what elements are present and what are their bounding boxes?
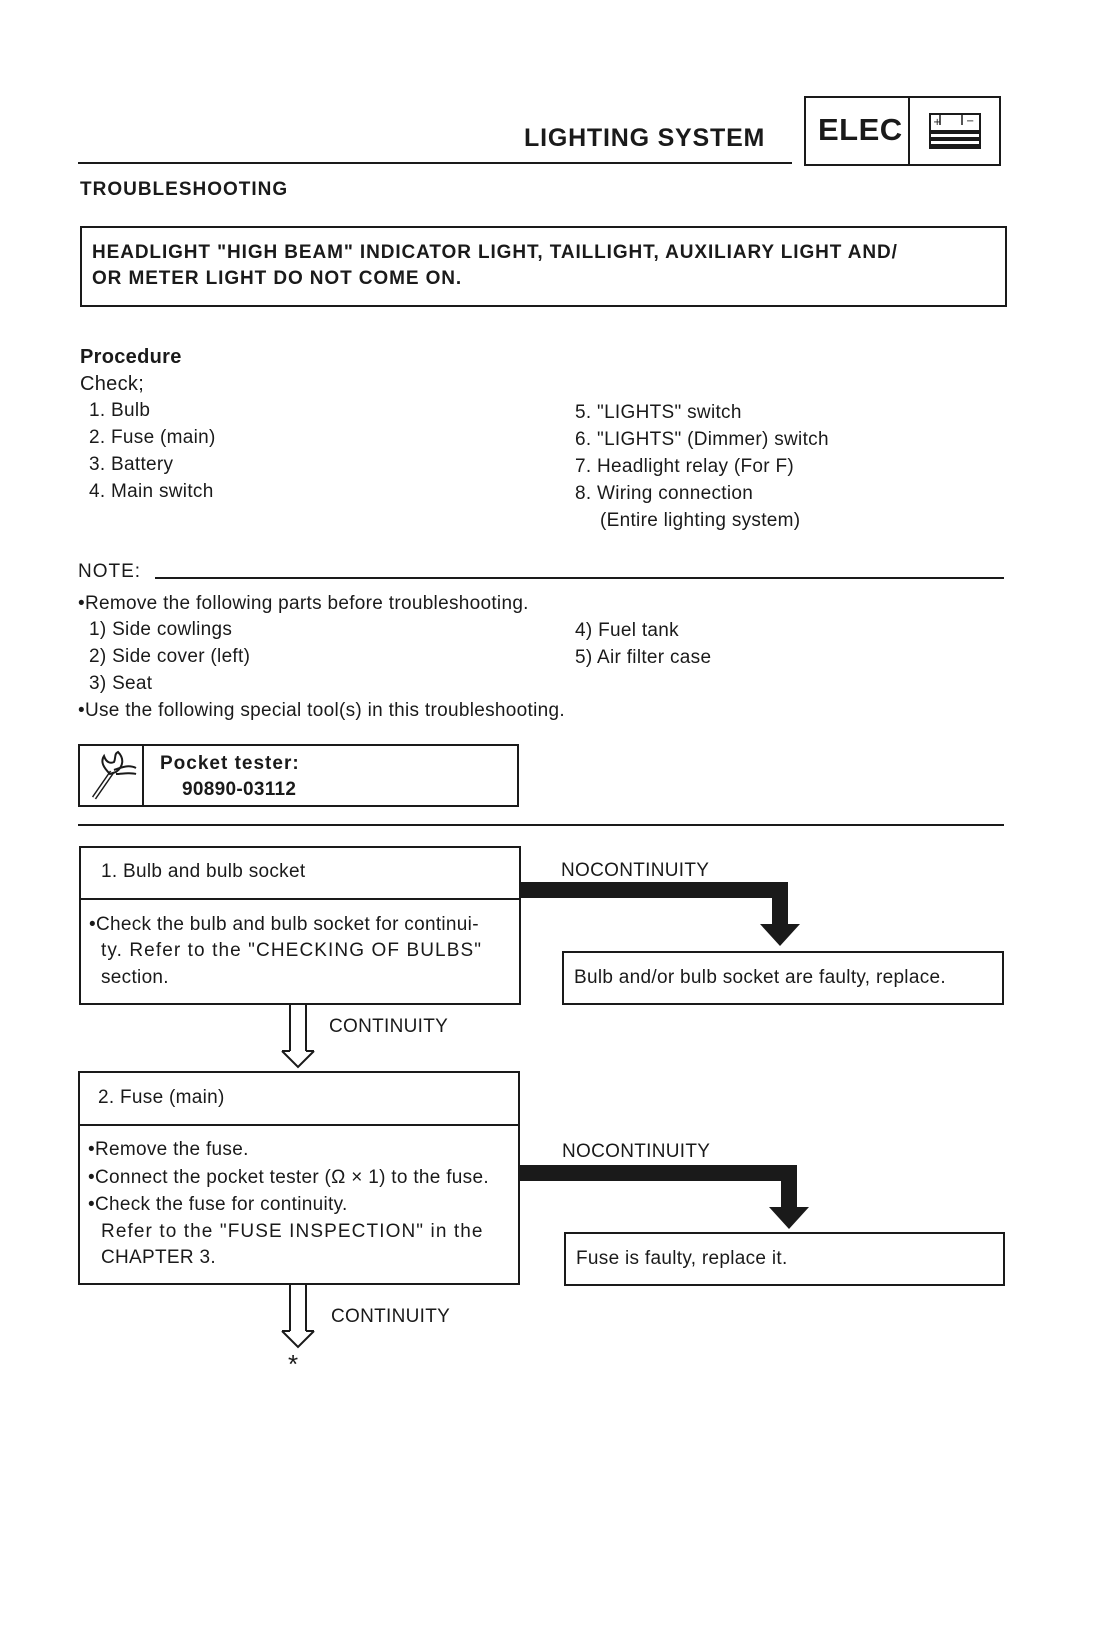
battery-schematic-icon <box>928 112 982 155</box>
tool-name: Pocket tester: <box>160 753 300 774</box>
special-tool-box <box>78 744 519 807</box>
symptom-line-2: OR METER LIGHT DO NOT COME ON. <box>92 268 463 289</box>
check-item: 5. "LIGHTS" switch <box>575 402 742 423</box>
step-2-body-line: •Check the fuse for continuity. <box>88 1194 348 1215</box>
check-item: 7. Headlight relay (For F) <box>575 456 794 477</box>
part-item: 1) Side cowlings <box>89 619 233 640</box>
step-1-result-box <box>562 951 1004 1005</box>
step-2-box <box>78 1071 520 1285</box>
page-title: LIGHTING SYSTEM <box>524 124 766 152</box>
check-item: 6. "LIGHTS" (Dimmer) switch <box>575 429 829 450</box>
step-1-yes-arrow <box>280 1005 316 1069</box>
check-item: 1. Bulb <box>89 400 151 421</box>
tool-part-number: 90890-03112 <box>182 779 297 800</box>
step-1-no-arrow <box>520 880 800 950</box>
step-2-result: Fuse is faulty, replace it. <box>576 1248 788 1269</box>
note-rule <box>155 577 1004 579</box>
svg-text:+: + <box>933 117 942 128</box>
step-2-yes-arrow <box>280 1285 316 1349</box>
wrench-tool-icon <box>86 750 138 807</box>
part-item: 3) Seat <box>89 673 153 694</box>
note-label: NOTE: <box>78 561 142 582</box>
check-item-continuation: (Entire lighting system) <box>600 510 801 531</box>
step-1-title: 1. Bulb and bulb socket <box>101 861 306 882</box>
step-2-no-arrow <box>519 1163 809 1231</box>
section-code: ELEC <box>818 112 903 147</box>
continue-mark: * <box>288 1349 299 1379</box>
step-2-body-line: Refer to the "FUSE INSPECTION" in the <box>101 1221 484 1242</box>
step-1-body-line: section. <box>101 967 169 988</box>
step-2-yes-label: CONTINUITY <box>331 1306 451 1327</box>
header-rule <box>78 162 792 164</box>
check-item: 4. Main switch <box>89 481 214 502</box>
flow-divider <box>78 824 1004 826</box>
step-1-yes-label: CONTINUITY <box>329 1016 449 1037</box>
procedure-intro: Check; <box>80 373 145 395</box>
svg-text:−: − <box>966 116 975 127</box>
symptom-line-1: HEADLIGHT "HIGH BEAM" INDICATOR LIGHT, TAILLIGHT, AUXILIARY LIGHT AND/ <box>92 242 898 263</box>
step-2-no-label: NOCONTINUITY <box>562 1141 711 1162</box>
step-2-title: 2. Fuse (main) <box>98 1087 225 1108</box>
note-bullet: •Remove the following parts before troubleshooting. <box>78 593 529 614</box>
section-heading: TROUBLESHOOTING <box>80 179 289 200</box>
section-tab <box>804 96 1001 166</box>
step-2-body-line: •Remove the fuse. <box>88 1139 249 1160</box>
part-item: 2) Side cover (left) <box>89 646 251 667</box>
step-1-body-line: ty. Refer to the "CHECKING OF BULBS" <box>101 940 483 961</box>
step-1-no-label: NOCONTINUITY <box>561 860 710 881</box>
step-1-body-line: •Check the bulb and bulb socket for continui- <box>89 914 479 935</box>
step-2-body-line: CHAPTER 3. <box>101 1247 216 1268</box>
step-2-body-line: •Connect the pocket tester (Ω × 1) to the fuse. <box>88 1167 489 1188</box>
step-1-result: Bulb and/or bulb socket are faulty, replace. <box>574 967 946 988</box>
note-bullet: •Use the following special tool(s) in this troubleshooting. <box>78 700 565 721</box>
part-item: 4) Fuel tank <box>575 620 679 641</box>
check-item: 3. Battery <box>89 454 174 475</box>
check-item: 8. Wiring connection <box>575 483 754 504</box>
step-2-result-box <box>564 1232 1005 1286</box>
symptom-box <box>80 226 1007 307</box>
procedure-heading: Procedure <box>80 346 182 368</box>
check-item: 2. Fuse (main) <box>89 427 216 448</box>
step-1-box <box>79 846 521 1005</box>
part-item: 5) Air filter case <box>575 647 712 668</box>
